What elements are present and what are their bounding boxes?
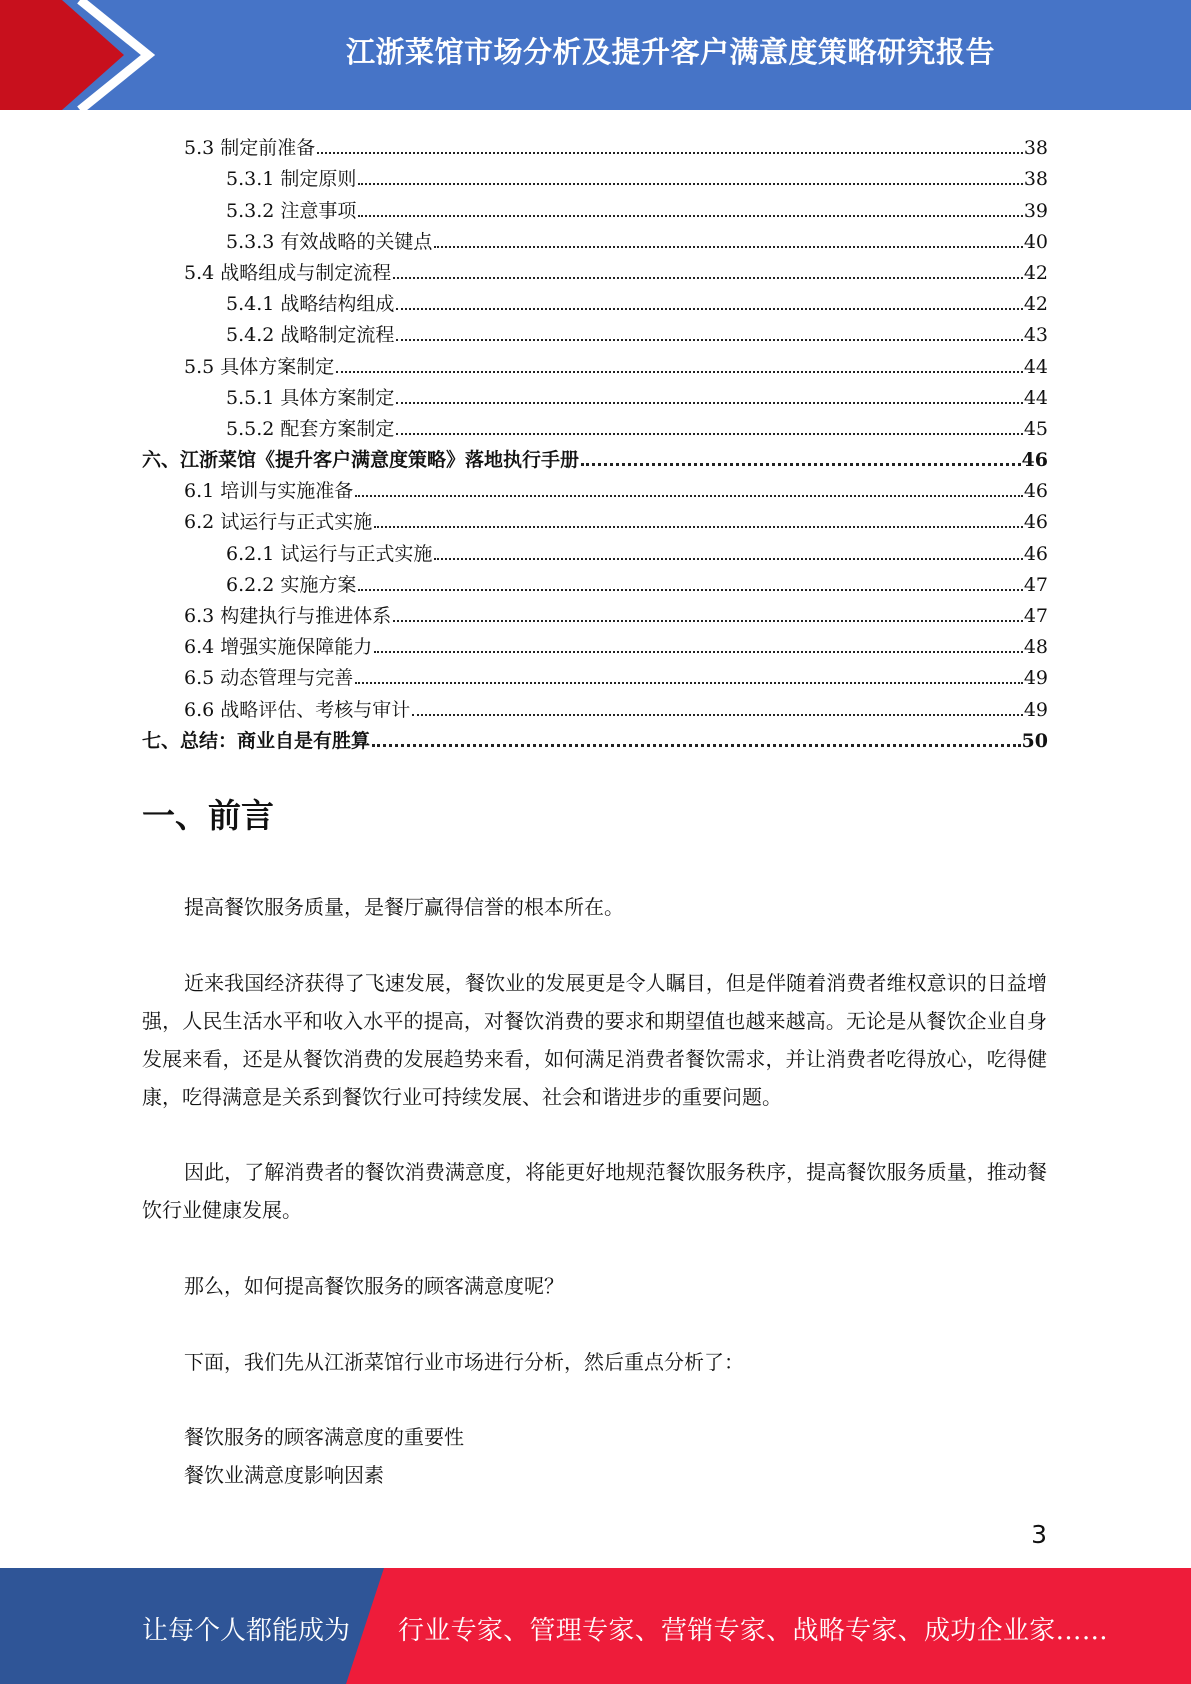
- toc-entry-title: 6.5 动态管理与完善: [184, 667, 354, 690]
- toc-entry-title: 七、总结：商业自是有胜算: [142, 729, 371, 752]
- toc-entry-title: 5.3.3 有效战略的关键点: [226, 230, 433, 253]
- toc-entry-title: 5.4.2 战略制定流程: [226, 324, 395, 347]
- toc-dot-leader: [358, 215, 1022, 217]
- toc-dot-leader: [355, 682, 1023, 684]
- toc-entry-page: 46: [1023, 542, 1048, 565]
- toc-entry-title: 6.2.1 试运行与正式实施: [226, 542, 433, 565]
- toc-entry-page: 45: [1023, 417, 1048, 440]
- toc-entry[interactable]: [142, 535, 1048, 566]
- toc-dot-leader: [434, 246, 1022, 248]
- toc-dot-leader: [393, 277, 1023, 279]
- toc-entry-title: 6.3 构建执行与推进体系: [184, 605, 392, 627]
- toc-entry[interactable]: [142, 161, 1048, 192]
- toc-entry-page: 46: [1021, 449, 1048, 472]
- toc-entry-title: 6.6 战略评估、考核与审计: [184, 698, 411, 721]
- toc-dot-leader: [358, 183, 1022, 185]
- toc-entry[interactable]: [142, 380, 1048, 411]
- toc-entry[interactable]: [142, 286, 1048, 317]
- toc-entry[interactable]: [142, 598, 1048, 629]
- toc-entry-page: 48: [1023, 636, 1048, 659]
- toc-dot-leader: [396, 308, 1022, 310]
- toc-entry[interactable]: [142, 660, 1048, 691]
- footer-slogan-left: 让每个人都能成为: [142, 1616, 351, 1646]
- paragraph: 下面，我们先从江浙菜馆行业市场进行分析，然后重点分析了：: [184, 1350, 744, 1374]
- toc-entry[interactable]: [142, 567, 1048, 598]
- paragraph: 提高餐饮服务质量，是餐厅赢得信誉的根本所在。: [184, 895, 624, 919]
- toc-dot-leader: [358, 589, 1022, 591]
- toc-entry-page: 38: [1023, 137, 1048, 160]
- bullet-line: 餐饮服务的顾客满意度的重要性: [184, 1425, 464, 1449]
- toc-dot-leader: [374, 526, 1023, 528]
- toc-entry-title: 6.2 试运行与正式实施: [184, 511, 373, 534]
- toc-entry[interactable]: [142, 442, 1048, 473]
- toc-dot-leader: [355, 495, 1023, 497]
- toc-entry-page: 44: [1023, 355, 1048, 378]
- bullet-line: 餐饮业满意度影响因素: [184, 1463, 384, 1487]
- toc-entry-page: 44: [1023, 386, 1048, 409]
- toc-entry[interactable]: [142, 504, 1048, 535]
- table-of-contents: [142, 130, 1048, 754]
- page-number: 3: [1031, 1520, 1047, 1549]
- toc-entry[interactable]: [142, 691, 1048, 722]
- toc-entry-title: 六、江浙菜馆《提升客户满意度策略》落地执行手册: [142, 449, 580, 472]
- toc-entry-title: 5.3.1 制定原则: [226, 168, 357, 191]
- header-bar: [0, 0, 1191, 110]
- toc-entry-title: 5.3.2 注意事项: [226, 199, 357, 222]
- toc-entry[interactable]: [142, 255, 1048, 286]
- toc-dot-leader: [393, 620, 1023, 622]
- toc-entry-page: 40: [1023, 230, 1048, 253]
- toc-entry[interactable]: [142, 723, 1048, 754]
- toc-entry[interactable]: [142, 348, 1048, 379]
- toc-dot-leader: [372, 744, 1021, 747]
- toc-entry-page: 49: [1023, 698, 1048, 721]
- toc-entry-title: 5.5.1 具体方案制定: [226, 386, 395, 409]
- toc-entry-title: 6.4 增强实施保障能力: [184, 636, 373, 659]
- toc-entry[interactable]: [142, 317, 1048, 348]
- toc-entry-title: 5.5.2 配套方案制定: [226, 417, 395, 440]
- toc-entry-page: 38: [1023, 168, 1048, 191]
- toc-dot-leader: [396, 339, 1022, 341]
- toc-entry-page: 46: [1023, 480, 1048, 503]
- paragraph: 近来我国经济获得了飞速发展，餐饮业的发展更是令人瞩目，但是伴随着消费者维权意识的日益增强，人民生活水平和收入水平的提高，对餐饮消费的要求和期望值也越来越高。无论是从餐饮企业自身发展来看，还是从餐饮消费的发展趋势来看，如何满足消费者餐饮需求，并让消费者吃得放心，吃得健康，吃得满意是关系到餐饮行业可持续发展、社会和谐进步的重要问题。: [142, 971, 1047, 1109]
- toc-entry-page: 47: [1023, 573, 1048, 596]
- toc-entry-page: 46: [1023, 511, 1048, 534]
- toc-entry-title: 5.5 具体方案制定: [184, 355, 335, 378]
- toc-entry-page: 50: [1021, 729, 1048, 752]
- toc-entry-title: 5.3 制定前准备: [184, 137, 316, 160]
- toc-dot-leader: [581, 463, 1021, 466]
- toc-entry[interactable]: [142, 192, 1048, 223]
- toc-entry-title: 6.1 培训与实施准备: [184, 480, 354, 503]
- toc-entry-page: 49: [1023, 667, 1048, 690]
- toc-dot-leader: [412, 714, 1023, 716]
- toc-entry-title: 5.4 战略组成与制定流程: [184, 261, 392, 284]
- toc-entry[interactable]: [142, 130, 1048, 161]
- paragraph: 因此，了解消费者的餐饮消费满意度，将能更好地规范餐饮服务秩序，提高餐饮服务质量，推动餐饮行业健康发展。: [142, 1160, 1047, 1222]
- toc-entry[interactable]: [142, 629, 1048, 660]
- toc-entry[interactable]: [142, 411, 1048, 442]
- toc-dot-leader: [317, 152, 1023, 154]
- toc-entry[interactable]: [142, 224, 1048, 255]
- section-title: 一、前言: [142, 796, 274, 835]
- toc-entry-title: 6.2.2 实施方案: [226, 573, 357, 596]
- document-title: 江浙菜馆市场分析及提升客户满意度策略研究报告: [345, 34, 995, 69]
- toc-dot-leader: [374, 651, 1023, 653]
- toc-dot-leader: [434, 558, 1022, 560]
- toc-dot-leader: [336, 371, 1023, 373]
- paragraph: 那么，如何提高餐饮服务的顾客满意度呢？: [184, 1274, 564, 1298]
- toc-entry[interactable]: [142, 473, 1048, 504]
- toc-entry-page: 47: [1023, 605, 1048, 627]
- toc-entry-page: 42: [1023, 261, 1048, 284]
- toc-entry-title: 5.4.1 战略结构组成: [226, 293, 395, 316]
- toc-dot-leader: [396, 402, 1022, 404]
- toc-entry-page: 42: [1023, 293, 1048, 316]
- toc-dot-leader: [396, 433, 1022, 435]
- toc-entry-page: 39: [1023, 199, 1048, 222]
- footer-slogan-right: 行业专家、管理专家、营销专家、战略专家、成功企业家……: [398, 1616, 1109, 1646]
- toc-entry-page: 43: [1023, 324, 1048, 347]
